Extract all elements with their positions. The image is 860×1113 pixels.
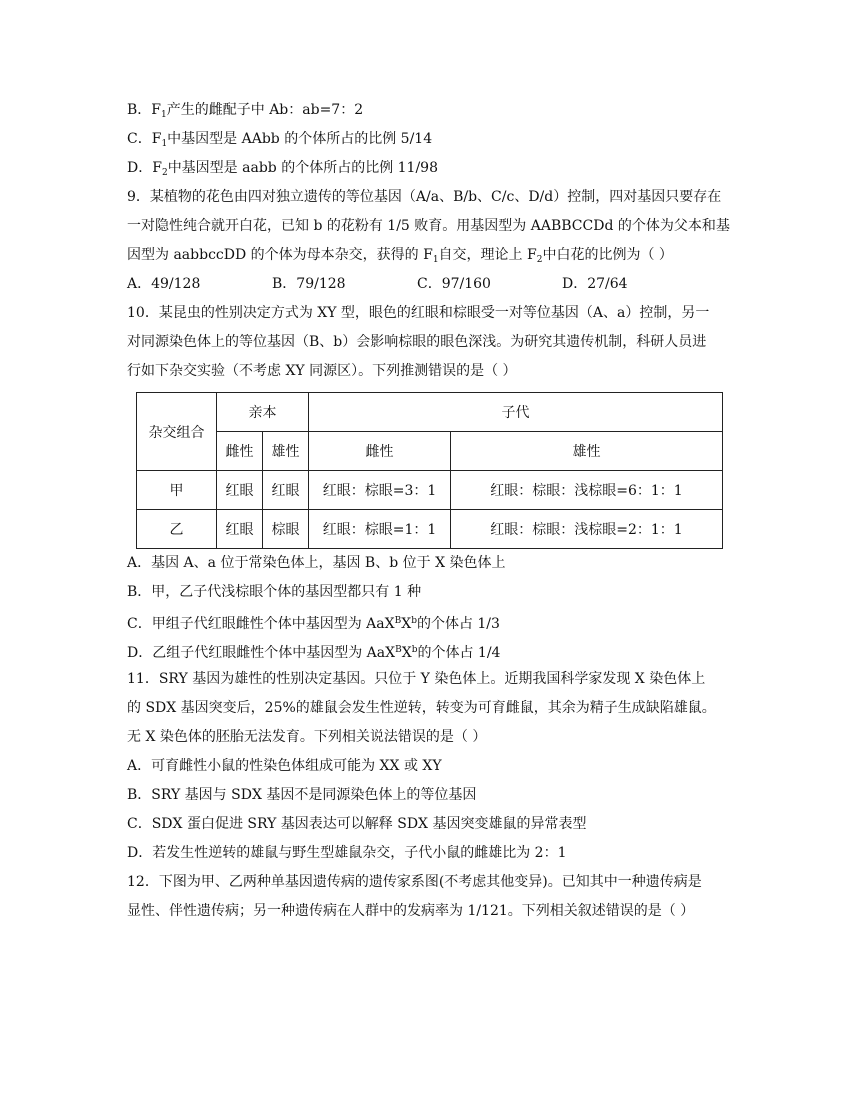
cell-combo: 甲 <box>137 471 217 510</box>
header-offspring-male: 雄性 <box>451 432 723 471</box>
header-offspring-female: 雌性 <box>309 432 451 471</box>
q10-option-a: A．基因 A、a 位于常染色体上，基因 B、b 位于 X 染色体上 <box>127 555 506 571</box>
q10-stem-line3: 行如下杂交实验（不考虑 XY 同源区）。下列推测错误的是（ ） <box>127 363 517 379</box>
q9-stem-line1: 9．某植物的花色由四对独立遗传的等位基因（A/a、B/b、C/c、D/d）控制，四对基因只要存在 <box>127 189 722 205</box>
table-row <box>137 510 723 549</box>
q11-stem-line3: 无 X 染色体的胚胎无法发育。下列相关说法错误的是（ ） <box>127 729 487 745</box>
q11-stem-line1: 11．SRY 基因为雄性的性别决定基因。只位于 Y 染色体上。近期我国科学家发现 X 染色体上 <box>127 671 706 687</box>
q10-stem-line1: 10．某昆虫的性别决定方式为 XY 型，眼色的红眼和棕眼受一对等位基因（A、a）控制，另一 <box>127 305 710 321</box>
cell-offspring-female: 红眼：棕眼=1：1 <box>309 510 451 549</box>
header-offspring: 子代 <box>309 393 723 432</box>
q9-option-d: D．27/64 <box>562 276 628 292</box>
q9-option-b: B．79/128 <box>272 276 346 292</box>
cross-experiment-table <box>136 392 723 549</box>
cell-offspring-female: 红眼：棕眼=3：1 <box>309 471 451 510</box>
q11-option-a: A．可育雌性小鼠的性染色体组成可能为 XX 或 XY <box>127 758 442 774</box>
document-page <box>127 96 737 926</box>
q8-option-b: B．$F_1$产生的雌配子中 Ab：ab=7：2 <box>127 102 364 120</box>
q10-option-b: B．甲，乙子代浅棕眼个体的基因型都只有 1 种 <box>127 584 422 600</box>
q11-option-b: B．SRY 基因与 SDX 基因不是同源染色体上的等位基因 <box>127 787 477 803</box>
q8-option-c: C．$F_1$中基因型是 AAbb 的个体所占的比例 5/14 <box>127 131 433 149</box>
cell-offspring-male: 红眼：棕眼：浅棕眼=6：1：1 <box>451 471 723 510</box>
q10-stem-line2: 对同源染色体上的等位基因（B、b）会影响棕眼的眼色深浅。为研究其遗传机制，科研人员进 <box>127 334 707 350</box>
cell-parent-male: 红眼 <box>263 471 309 510</box>
header-parent-female: 雌性 <box>217 432 263 471</box>
cell-offspring-male: 红眼：棕眼：浅棕眼=2：1：1 <box>451 510 723 549</box>
cell-combo: 乙 <box>137 510 217 549</box>
q8-option-d: D．$F_2$中基因型是 aabb 的个体所占的比例 11/98 <box>127 160 439 178</box>
header-parents: 亲本 <box>217 393 309 432</box>
header-parent-male: 雄性 <box>263 432 309 471</box>
cell-parent-female: 红眼 <box>217 510 263 549</box>
cell-parent-male: 棕眼 <box>263 510 309 549</box>
header-combo: 杂交组合 <box>137 393 217 471</box>
q9-options <box>127 270 737 299</box>
q10-option-c: C．甲组子代红眼雌性个体中基因型为 $AaX^BX^b$的个体占 1/3 <box>127 616 500 632</box>
cell-parent-female: 红眼 <box>217 471 263 510</box>
q12-stem-line1: 12．下图为甲、乙两种单基因遗传病的遗传家系图(不考虑其他变异)。已知其中一种遗传病是 <box>127 874 702 890</box>
q10-option-d: D．乙组子代红眼雌性个体中基因型为 $AaX^BX^b$的个体占 1/4 <box>127 645 501 661</box>
q9-stem-line2: 一对隐性纯合就开白花，已知 b 的花粉有 1/5 败育。用基因型为 AABBCCDd 的个体为父本和基 <box>127 218 730 234</box>
q9-stem-line3: 因型为 aabbccDD 的个体为母本杂交，获得的 $F_1$自交，理论上 $F_2$中白花的比例为（ ） <box>127 247 673 265</box>
q9-option-c: C．97/160 <box>417 276 491 292</box>
q12-stem-line2: 显性、伴性遗传病；另一种遗传病在人群中的发病率为 1/121。下列相关叙述错误的是（ ） <box>127 903 695 919</box>
q11-option-c: C．SDX 蛋白促进 SRY 基因表达可以解释 SDX 基因突变雄鼠的异常表型 <box>127 816 587 832</box>
q11-option-d: D．若发生性逆转的雄鼠与野生型雄鼠杂交，子代小鼠的雌雄比为 2：1 <box>127 845 567 861</box>
table-row <box>137 471 723 510</box>
q9-option-a: A．49/128 <box>127 276 201 292</box>
q11-stem-line2: 的 SDX 基因突变后，25%的雄鼠会发生性逆转，转变为可育雌鼠，其余为精子生成缺陷雄鼠。 <box>127 700 716 716</box>
